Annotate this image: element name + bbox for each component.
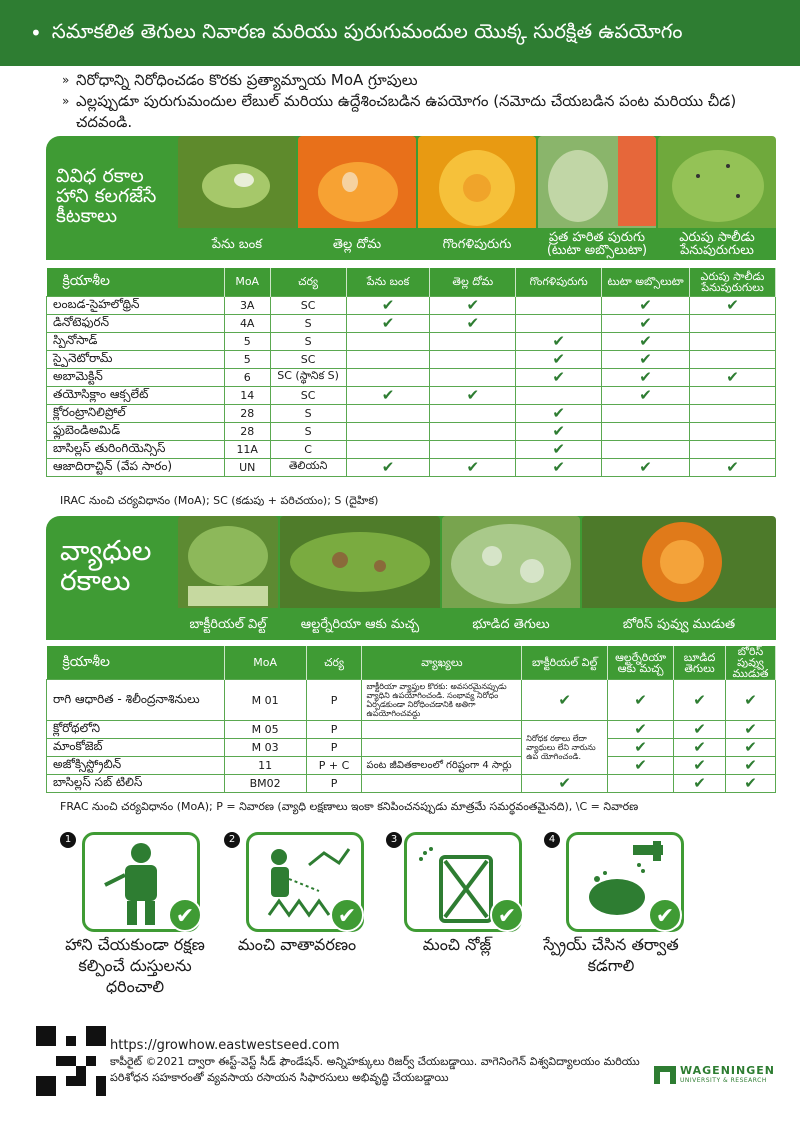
pest-table-row [47,422,776,440]
cell-tick [602,332,690,350]
cell-tick [516,296,602,314]
check-mark-icon: ✔ [381,457,395,476]
wageningen-logo-icon [652,1064,678,1086]
cell-name: స్పినోసాడ్ [47,332,225,350]
cell-tick [674,680,726,721]
mite-dot [726,164,730,168]
pest-table [46,268,776,477]
cell-tick [430,458,516,476]
column-header: బాక్టీరియల్ విల్ట్ [522,646,608,680]
step-number: 3 [386,832,402,848]
cell-moa: 6 [224,368,270,386]
cell-moa: 5 [224,350,270,368]
check-mark-icon: ✔ [466,295,480,314]
cell-tick [430,368,516,386]
check-mark-icon: ✔ [726,367,739,386]
disease-table-row [47,680,776,721]
cell-tick [690,332,776,350]
cell-comment: బాక్టీరియా వ్యాప్తుల కొరకు: అవసరమైనప్పుడు వ్యాధిని ఉపయోగించండి. సంభావ్య నిరోధం ఏర్పడకుండా నిరోధించడానికి అతిగా ఉపయోగించవద్దు [362,680,522,721]
title-banner [0,0,800,66]
cell-action: P [306,775,362,793]
photo-highlight [374,560,386,572]
cell-name: ఆజాదిరాచ్టిన్ (వేప సారం) [47,458,225,476]
cell-tick [516,386,602,404]
pest-photo-caption: ప్రత హరిత పురుగు (టుటా అబ్సొలుటా) [538,228,656,260]
cell-tick [608,721,674,739]
check-mark-icon: ✔ [381,313,395,332]
check-mark-icon: ✔ [744,756,757,774]
cell-moa: 28 [224,422,270,440]
cell-tick [674,757,726,775]
cell-name: బాసిల్లస్ సబ్ టిలిస్ [47,775,225,793]
footer-url[interactable]: https://growhow.eastwestseed.com [110,1038,340,1053]
cell-moa: 4A [224,314,270,332]
tip-text: ఎల్లప్పుడూ పురుగుమందుల లేబుల్ మరియు ఉద్దేశించబడిన ఉపయోగం (నమోదు చేయబడిన పంట మరియు చీడ) చదవండి. [76,92,737,131]
pest-table-row [47,386,776,404]
cell-tick [725,721,775,739]
cell-moa: 5 [224,332,270,350]
disease-photo-caption: బాక్టీరియల్ విల్ట్ [178,608,278,640]
cell-action: P + C [306,757,362,775]
cell-name: అబామెక్టిన్ [47,368,225,386]
pest-photo [658,136,776,260]
column-header: క్రియాశీల [47,268,225,296]
check-mark-icon: ✔ [744,690,757,709]
column-header: MoA [224,646,306,680]
cell-action: C [270,440,346,458]
page-title: సమాకలిత తెగులు నివారణ మరియు పురుగుమందుల యొక్క సురక్షిత ఉపయోగం [51,18,683,43]
cell-comment: పంట జీవితకాలంలో గరిష్టంగా 4 సార్లు [362,757,522,775]
check-mark-icon: ✔ [552,403,565,422]
cell-tick [674,739,726,757]
tips-list [62,70,782,133]
cell-tick [346,332,430,350]
cell-tick [346,458,430,476]
disease-table-body [47,680,776,793]
check-mark-icon: ✔ [693,738,706,756]
cell-tick [690,422,776,440]
check-mark-icon: ✔ [634,756,647,774]
pest-table-row [47,332,776,350]
pest-table-body [47,296,776,476]
photo-subject [188,526,268,586]
column-header: బూడిద తెగులు [674,646,726,680]
cell-tick [690,440,776,458]
cell-tick [725,775,775,793]
cell-tick [608,775,674,793]
cell-tick [346,296,430,314]
cell-tick [608,739,674,757]
cell-tick [690,314,776,332]
cell-moa: 11 [224,757,306,775]
qr-code-icon[interactable] [36,1026,106,1096]
cell-tick [522,680,608,721]
cell-tick [430,332,516,350]
cell-tick [690,350,776,368]
cell-tick [690,458,776,476]
check-mark-icon: ✔ [466,385,480,404]
cell-tick [346,386,430,404]
check-mark-icon: ✔ [558,774,571,792]
cell-comment [362,775,522,793]
check-mark-icon: ✔ [381,385,395,404]
photo-highlight [188,586,268,606]
cell-tick [346,314,430,332]
cell-moa: M 03 [224,739,306,757]
check-mark-icon: ✔ [634,690,647,709]
cell-tick [346,368,430,386]
column-header: ఆల్టర్నేరియా ఆకు మచ్చ [608,646,674,680]
step-number: 1 [60,832,76,848]
cell-moa: M 01 [224,680,306,721]
pest-table-row [47,350,776,368]
pest-photo-caption: తెల్ల దోమ [298,228,416,260]
column-header: చర్య [270,268,346,296]
cell-tick [430,350,516,368]
cell-tick [602,458,690,476]
cell-tick [522,775,608,793]
cell-tick [602,422,690,440]
diseases-section-title: వ్యాధుల రకాలు [60,534,152,597]
cell-name: క్లోరంట్రానిలిప్రోల్ [47,404,225,422]
check-mark-icon: ✔ [639,313,652,332]
frac-note: FRAC నుంచి చర్యవిధానం (MoA); P = నివారణ (వ్యాధి లక్షణాలు ఇంకా కనిపించనప్పుడు మాత్రమే సమర్థవంతమైనది), \C = నివారణ [60,800,639,813]
column-header: టుటా అబ్సొలుటా [602,268,690,296]
cell-action: తెలియని [270,458,346,476]
photo-highlight [660,540,704,584]
cell-tick [602,314,690,332]
cell-tick [690,404,776,422]
photo-subject [548,150,608,222]
cell-tick [608,757,674,775]
cell-tick [346,350,430,368]
disease-table [46,646,776,793]
chevron-icon: » [62,94,70,108]
pest-table-header [47,268,776,296]
pest-table-row [47,296,776,314]
cell-moa: 3A [224,296,270,314]
pest-table-row [47,404,776,422]
check-icon: ✔ [330,898,364,932]
cell-name: ఫ్లుబెండిఅమిడ్ [47,422,225,440]
cell-name: అజోక్సిస్ట్రోబిన్ [47,757,225,775]
cell-name: డినోటెఫురన్ [47,314,225,332]
footer-copyright: కాపీరైట్ ©2021 ద్వారా ఈస్ట్-వెస్ట్ సీడ్ ఫౌండేషన్. అన్నిహక్కులు రిజర్వ్ చేయబడ్డాయి. వాగెనింగెన్ విశ్వవిద్యాలయం మరియు పరిశోధన సహకారంతో వ్యవసాయ రసాయన సిఫారసులు అభివృద్ధి చేయబడ్డాయి [110,1055,640,1084]
check-mark-icon: ✔ [744,774,757,792]
disease-photo-caption: బోరిస్ పువ్వు ముడుత [582,608,776,640]
tip-item [62,91,782,133]
step-label: స్ప్రేయ్ చేసిన తర్వాత కడగాలి [543,935,679,975]
cell-tick [602,350,690,368]
cell-tick [725,757,775,775]
disease-photo [442,516,580,640]
disease-table-header [47,646,776,680]
mite-dot [736,194,740,198]
check-mark-icon: ✔ [726,457,739,476]
cell-action: S [270,314,346,332]
step-label: మంచి నోజ్ల్ [422,935,492,954]
column-header: క్రియాశీల [47,646,225,680]
check-icon: ✔ [490,898,524,932]
cell-tick: నిరోధక రకాలు లేదా వ్యాధులు లేని నారును ఉప యోగించండి. [522,721,608,775]
cell-action: S [270,332,346,350]
check-mark-icon: ✔ [381,295,395,314]
check-mark-icon: ✔ [639,295,652,314]
cell-action: P [306,680,362,721]
check-mark-icon: ✔ [552,367,565,386]
check-mark-icon: ✔ [639,331,652,350]
cell-moa: BM02 [224,775,306,793]
cell-tick [602,296,690,314]
pest-table-row [47,314,776,332]
cell-tick [602,404,690,422]
cell-name: క్లోరోథలోని [47,721,225,739]
pest-table-row [47,458,776,476]
check-mark-icon: ✔ [726,295,739,314]
cell-tick [516,404,602,422]
cell-tick [430,440,516,458]
photo-highlight [332,552,348,568]
disease-table-row [47,721,776,739]
column-header: వ్యాఖ్యలు [362,646,522,680]
column-header: బోరిస్ పువ్వు ముడుత [725,646,775,680]
check-mark-icon: ✔ [744,720,757,738]
step-label: హాని చేయకుండా రక్షణ కల్పించే దుస్తులను ధరించాలి [65,935,205,996]
cell-tick [346,404,430,422]
logo-subtitle: UNIVERSITY & RESEARCH [680,1077,767,1084]
check-mark-icon: ✔ [639,457,652,476]
cell-moa: 14 [224,386,270,404]
cell-moa: M 05 [224,721,306,739]
column-header: గొంగళిపురుగు [516,268,602,296]
check-icon: ✔ [168,898,202,932]
photo-highlight [520,559,544,583]
cell-tick [602,368,690,386]
cell-name: బాసిల్లస్ తురింగియెన్సిస్ [47,440,225,458]
pest-table-row [47,368,776,386]
cell-tick [516,350,602,368]
cell-tick [516,332,602,350]
cell-action: P [306,739,362,757]
cell-tick [602,386,690,404]
footer [110,1038,650,1086]
check-mark-icon: ✔ [552,457,565,476]
cell-tick [516,458,602,476]
cell-tick [516,314,602,332]
cell-moa: 11A [224,440,270,458]
check-mark-icon: ✔ [552,331,565,350]
column-header: పేను బంక [346,268,430,296]
cell-tick [430,404,516,422]
check-icon: ✔ [648,898,682,932]
cell-tick [608,680,674,721]
check-mark-icon: ✔ [693,720,706,738]
photo-highlight [618,136,656,226]
photo-subject [672,150,764,222]
title-bullet: • [30,21,42,45]
cell-tick [516,368,602,386]
pest-table-row [47,440,776,458]
cell-action: SC [270,386,346,404]
cell-action: SC [270,350,346,368]
check-mark-icon: ✔ [634,738,647,756]
cell-name: తయోసిక్లాం ఆక్సలేట్ [47,386,225,404]
check-mark-icon: ✔ [744,738,757,756]
cell-name: స్పైనెటోరామ్ [47,350,225,368]
check-mark-icon: ✔ [639,385,652,404]
cell-moa: 28 [224,404,270,422]
cell-tick [725,739,775,757]
cell-action: S [270,404,346,422]
cell-comment [362,721,522,739]
check-mark-icon: ✔ [552,421,565,440]
check-mark-icon: ✔ [639,349,652,368]
tip-text: నిరోధాన్ని నిరోధించడం కొరకు ప్రత్యామ్నాయ MoA గ్రూపులు [76,71,418,89]
step-number: 4 [544,832,560,848]
check-mark-icon: ✔ [693,756,706,774]
cell-tick [346,440,430,458]
cell-tick [690,386,776,404]
cell-name: లంబడ-సైహలోథ్రిన్ [47,296,225,314]
check-mark-icon: ✔ [693,690,706,709]
pest-photo [418,136,536,260]
column-header: ఎరుపు సాలీడు పేనుపురుగులు [690,268,776,296]
photo-highlight [482,546,502,566]
cell-tick [690,368,776,386]
check-mark-icon: ✔ [634,720,647,738]
wageningen-logo [680,1064,775,1084]
photo-subject [202,164,270,208]
diseases-section-header [46,516,776,640]
check-mark-icon: ✔ [558,690,571,709]
pest-photo [298,136,416,260]
cell-tick [516,422,602,440]
disease-photo-caption: భూడిద తెగులు [442,608,580,640]
disease-photo [280,516,440,640]
cell-tick [430,314,516,332]
check-mark-icon: ✔ [552,349,565,368]
cell-tick [516,440,602,458]
pests-section-header [46,136,776,260]
disease-photo [178,516,278,640]
cell-action: SC [270,296,346,314]
cell-tick [430,296,516,314]
cell-action: P [306,721,362,739]
cell-action: S [270,422,346,440]
step-label: మంచి వాతావరణం [237,935,357,954]
mite-dot [696,174,700,178]
pest-photo [178,136,296,260]
pest-photo-caption: గొంగళిపురుగు [418,228,536,260]
cell-tick [690,296,776,314]
pests-section-title: వివిధ రకాల హాని కలగజేసే కీటకాలు [56,165,157,227]
chevron-icon: » [62,73,70,87]
photo-subject [290,532,430,592]
cell-tick [430,422,516,440]
cell-action: SC (స్థానిక S) [270,368,346,386]
disease-table-row [47,739,776,757]
check-mark-icon: ✔ [693,774,706,792]
cell-name: రాగి ఆధారిత - శిలీంద్రనాశినులు [47,680,225,721]
photo-subject [451,524,571,604]
check-mark-icon: ✔ [466,457,480,476]
tip-item [62,70,782,91]
photo-subject [318,162,398,222]
cell-tick [674,721,726,739]
check-mark-icon: ✔ [466,313,480,332]
column-header: తెల్ల దోమ [430,268,516,296]
disease-table-row [47,757,776,775]
cell-tick [674,775,726,793]
photo-highlight [342,172,358,192]
cell-comment [362,739,522,757]
column-header: MoA [224,268,270,296]
pest-photo [538,136,656,260]
cell-tick [602,440,690,458]
check-mark-icon: ✔ [552,439,565,458]
cell-tick [346,422,430,440]
logo-name: WAGENINGEN [680,1064,775,1077]
column-header: చర్య [306,646,362,680]
cell-tick [725,680,775,721]
cell-name: మాంకోజెబ్ [47,739,225,757]
photo-highlight [463,174,491,202]
cell-moa: UN [224,458,270,476]
photo-highlight [234,173,254,187]
irac-note: IRAC నుంచి చర్యవిధానం (MoA); SC (కడుపు + పరిచయం); S (దైహిక) [60,494,379,507]
disease-photo [582,516,776,640]
pest-photo-caption: పేను బంక [178,228,296,260]
disease-table-row [47,775,776,793]
disease-photo-caption: ఆల్టర్నేరియా ఆకు మచ్చ [280,608,440,640]
cell-tick [430,386,516,404]
check-mark-icon: ✔ [639,367,652,386]
step-number: 2 [224,832,240,848]
pest-photo-caption: ఎరుపు సాలీడు పేనుపురుగులు [658,228,776,260]
